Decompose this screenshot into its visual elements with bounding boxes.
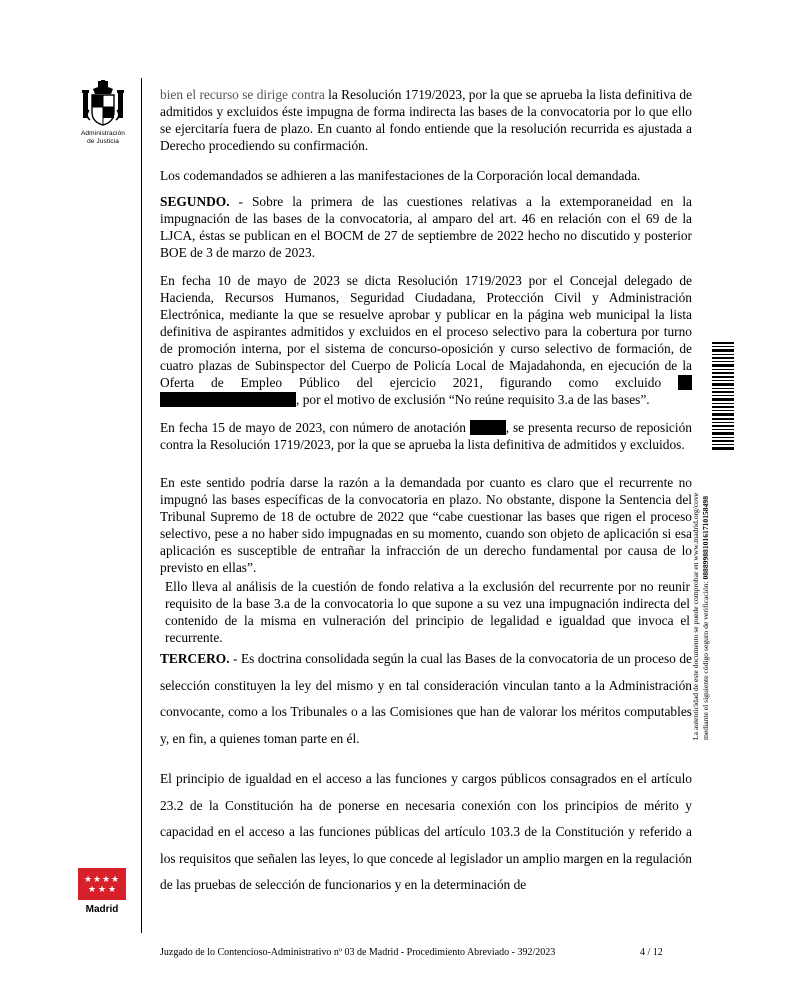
paragraph-tercero-body: - Es doctrina consolidada según la cual las Bases de la convocatoria de un proceso de selección constituyen la ley del mismo y en tal consideración vinculan tanto a la Administración convocante, como a los Tribunales o a las Comisiones que han de valorar los méritos computables y, en fin, a quienes toman parte en él. (160, 651, 692, 746)
verification-line1: La autenticidad de este documento se puede comprobar en www.madrid.org/cove (691, 492, 700, 740)
justicia-logo (74, 80, 132, 146)
paragraph-2: Los codemandados se adhieren a las manifestaciones de la Corporación local demandada. (160, 168, 641, 183)
paragraph-4 (160, 272, 692, 408)
paragraph-segundo-body: - Sobre la primera de las cuestiones relativas a la extemporaneidad en la impugnación de las bases de la convocatoria, al amparo del art. 46 en relación con el 69 de la LJCA, éstas se publican en el BOCM de 27 de septiembre de 2022 hecho no discutido y posterior BOE de 3 de marzo de 2023. (160, 194, 692, 260)
paragraph-4-text-b: , por el motivo de exclusión “No reúne requisito 3.a de las bases”. (296, 392, 650, 407)
justicia-caption (74, 130, 132, 146)
heading-tercero: TERCERO. (160, 651, 230, 666)
svg-text:★: ★ (93, 875, 102, 885)
paragraph-9: El principio de igualdad en el acceso a las funciones y cargos públicos consagrados en el artículo 23.2 de la Constitución ha de ponerse en necesaria conexión con los principios de mérito y capacidad en el acceso a las funciones públicas del artículo 103.3 de la Constitución y referido a los requisitos que señalen las leyes, lo que concede al legislador un amplio margen en la regulación de las pruebas de selección de funcionarios y en la determinación de (160, 771, 692, 892)
svg-text:★: ★ (102, 875, 111, 885)
paragraph-5 (160, 419, 692, 453)
justicia-caption-line2: de Justicia (87, 138, 119, 145)
svg-text:★: ★ (108, 885, 117, 895)
paragraph-1-start: bien el recurso se dirige contra (160, 87, 325, 102)
justicia-caption-line1: Administración (80, 130, 126, 137)
paragraph-6: En este sentido podría darse la razón a la demandada por cuanto es claro que el recurrente no impugnó las bases específicas de la convocatoria en plazo. No obstante, dispone la Sentencia del Tribunal Supremo de 18 de octubre de 2022 que “cabe cuestionar las bases que rigen el proceso selectivo, pese a no haber sido impugnadas en su momento, cuando son objeto de aplicación si esa aplicación es susceptible de entrañar la infracción de un derecho fundamental por causa de lo previsto en ellas”. (160, 475, 692, 575)
paragraph-1-rest: la Resolución 1719/2023, por la que se aprueba la lista definitiva de admitidos y excluidos éste impugna de forma indirecta las bases de la convocatoria por lo que ello se ejercitaría fuera de plazo. En cuanto al fondo entiende que la resolución recurrida es ajustada a Derecho procediendo su confirmación. (160, 87, 692, 153)
page-footer (160, 947, 670, 958)
paragraph-1 (160, 86, 692, 154)
madrid-logo (77, 868, 127, 915)
paragraph-tercero (160, 646, 692, 752)
redaction-block (160, 392, 296, 407)
verification-prefix: mediante el siguiente código seguro de verificación: (701, 579, 710, 740)
barcode-icon (712, 342, 734, 450)
redaction-block (470, 420, 506, 435)
paragraph-7: Ello lleva al análisis de la cuestión de fondo relativa a la exclusión del recurrente por no reunir requisito de la base 3.a de la convocatoria lo que supone a su vez una impugnación indirecta del contenido de la misma en vulneración del principio de legalidad e igualdad que invoca el recurrente. (165, 579, 690, 645)
footer-text: Juzgado de lo Contencioso-Administrativo nº 03 de Madrid - Procedimiento Abreviado - 392/2023 (160, 947, 556, 958)
verification-text (691, 340, 711, 740)
paragraph-4-text-a: En fecha 10 de mayo de 2023 se dicta Resolución 1719/2023 por el Concejal delegado de Hacienda, Recursos Humanos, Seguridad Ciudadana, Protección Civil y Administración Electrónica, mediante la que se resuelve aprobar y publicar en la página web municipal la lista definitiva de aspirantes admitidos y excluidos en el proceso selectivo para la cobertura por turno de promoción interna, por el sistema de concurso-oposición y curso selectivo de formación, de cuatro plazas de Subinspector del Cuerpo de Policía Local de Majadahonda, en ejecución de la Oferta de Empleo Público del ejercicio 2021, figurando como excluido (160, 273, 692, 390)
svg-text:★: ★ (84, 875, 93, 885)
page-number: 4 / 12 (640, 947, 663, 958)
madrid-label: Madrid (85, 904, 119, 915)
paragraph-5-text-a: En fecha 15 de mayo de 2023, con número de anotación (160, 420, 470, 435)
svg-text:★: ★ (88, 885, 97, 895)
heading-segundo: SEGUNDO. (160, 194, 230, 209)
madrid-flag-icon (78, 868, 126, 900)
redaction-block (678, 375, 692, 390)
paragraph-5-text-b: , se presenta recurso de reposición contra la Resolución 1719/2023, por la que se aprueba la lista definitiva de admitidos y excluidos. (160, 420, 692, 452)
verification-line2 (701, 340, 711, 740)
svg-text:★: ★ (98, 885, 107, 895)
paragraph-segundo (160, 193, 692, 261)
svg-text:★: ★ (111, 875, 120, 885)
margin-rule (141, 78, 142, 933)
coat-of-arms-icon (81, 80, 125, 128)
verification-code: 0888998810161710158498 (701, 496, 710, 580)
